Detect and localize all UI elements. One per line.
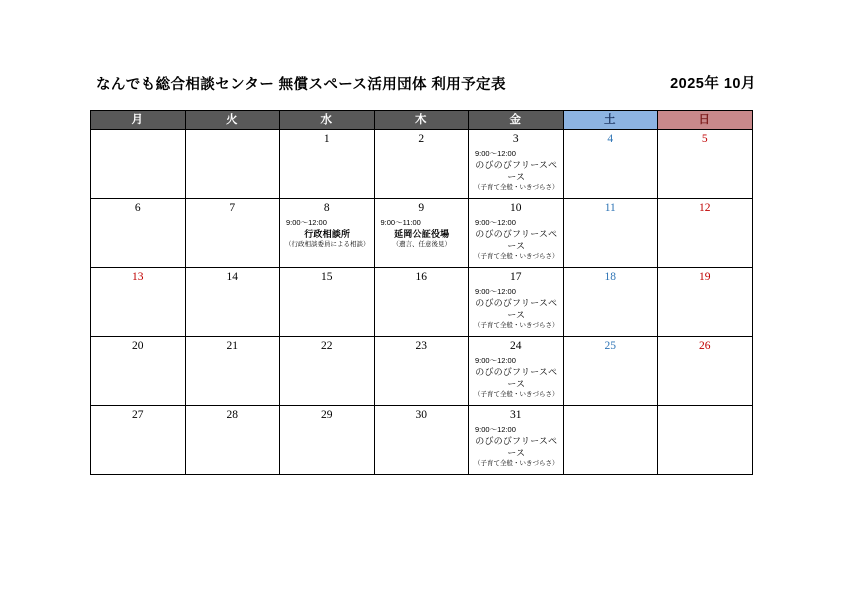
calendar-week-row xyxy=(91,199,753,268)
calendar-day-cell xyxy=(469,268,564,337)
event-note: （子育て全般・いきづらさ） xyxy=(474,253,559,260)
day-number: 7 xyxy=(229,202,236,214)
day-number: 22 xyxy=(321,340,333,352)
day-number: 12 xyxy=(699,202,711,214)
day-number: 11 xyxy=(604,202,616,214)
calendar-week-row xyxy=(91,268,753,337)
calendar-day-cell xyxy=(91,406,186,475)
calendar-day-cell xyxy=(658,337,753,406)
schedule-calendar xyxy=(90,110,753,475)
calendar-day-cell xyxy=(563,268,658,337)
calendar-day-cell xyxy=(280,406,375,475)
event-time: 9:00～12:00 xyxy=(475,218,516,227)
day-number: 10 xyxy=(510,202,522,214)
day-number: 16 xyxy=(415,271,427,283)
day-number: 2 xyxy=(418,133,425,145)
page-title: なんでも総合相談センター 無償スペース活用団体 利用予定表 xyxy=(96,77,506,93)
document-header xyxy=(96,72,756,94)
calendar-day-cell xyxy=(374,130,469,199)
calendar-day-cell xyxy=(374,337,469,406)
calendar-week-row xyxy=(91,406,753,475)
calendar-day-cell xyxy=(563,199,658,268)
day-number: 4 xyxy=(607,133,614,145)
calendar-event xyxy=(280,215,374,250)
day-number: 21 xyxy=(226,340,238,352)
calendar-empty-cell xyxy=(658,406,753,475)
calendar-day-cell xyxy=(185,199,280,268)
day-number: 13 xyxy=(132,271,144,283)
calendar-day-cell xyxy=(469,406,564,475)
calendar-event xyxy=(469,284,563,331)
calendar-event xyxy=(375,215,469,250)
weekday-header-4: 金 xyxy=(469,111,564,130)
day-number: 24 xyxy=(510,340,522,352)
event-name: のびのびフリースペース xyxy=(475,160,558,182)
day-number: 28 xyxy=(226,409,238,421)
day-number: 27 xyxy=(132,409,144,421)
calendar-day-cell xyxy=(658,268,753,337)
event-note: （子育て全般・いきづらさ） xyxy=(474,322,559,329)
day-number: 30 xyxy=(415,409,427,421)
calendar-event xyxy=(469,146,563,193)
day-number: 6 xyxy=(134,202,141,214)
calendar-day-cell xyxy=(185,268,280,337)
calendar-empty-cell xyxy=(91,130,186,199)
weekday-header-1: 火 xyxy=(185,111,280,130)
calendar-day-cell xyxy=(91,337,186,406)
weekday-header-0: 月 xyxy=(91,111,186,130)
calendar-event xyxy=(469,353,563,400)
day-number: 20 xyxy=(132,340,144,352)
event-time: 9:00～12:00 xyxy=(475,287,516,296)
day-number: 15 xyxy=(321,271,333,283)
event-note: （子育て全般・いきづらさ） xyxy=(474,184,559,191)
event-name: のびのびフリースペース xyxy=(475,436,558,458)
weekday-header-6: 日 xyxy=(658,111,753,130)
day-number: 31 xyxy=(510,409,522,421)
day-number: 23 xyxy=(415,340,427,352)
calendar-day-cell xyxy=(374,406,469,475)
event-name: 延岡公証役場 xyxy=(394,229,450,239)
event-note: （行政相談委員による相談） xyxy=(285,241,370,248)
event-note: （遺言、任意後見） xyxy=(392,241,451,248)
event-time: 9:00～12:00 xyxy=(475,149,516,158)
event-time: 9:00～12:00 xyxy=(475,356,516,365)
calendar-week-row xyxy=(91,337,753,406)
calendar-event xyxy=(469,215,563,262)
calendar-event xyxy=(469,422,563,469)
event-time: 9:00～12:00 xyxy=(475,425,516,434)
day-number: 8 xyxy=(323,202,330,214)
event-note: （子育て全般・いきづらさ） xyxy=(474,460,559,467)
day-number: 5 xyxy=(701,133,708,145)
calendar-day-cell xyxy=(374,268,469,337)
calendar-day-cell xyxy=(469,199,564,268)
day-number: 25 xyxy=(604,340,616,352)
event-name: のびのびフリースペース xyxy=(475,298,558,320)
event-note: （子育て全般・いきづらさ） xyxy=(474,391,559,398)
weekday-header-2: 水 xyxy=(280,111,375,130)
day-number: 3 xyxy=(512,133,519,145)
day-number: 1 xyxy=(323,133,330,145)
weekday-header-5: 土 xyxy=(563,111,658,130)
day-number: 29 xyxy=(321,409,333,421)
calendar-week-row xyxy=(91,130,753,199)
calendar-day-cell xyxy=(91,199,186,268)
day-number: 14 xyxy=(226,271,238,283)
event-name: 行政相談所 xyxy=(304,229,351,239)
calendar-empty-cell xyxy=(185,130,280,199)
calendar-day-cell xyxy=(469,337,564,406)
calendar-period: 2025年 10月 xyxy=(670,76,756,92)
event-name: のびのびフリースペース xyxy=(475,229,558,251)
calendar-empty-cell xyxy=(563,406,658,475)
event-name: のびのびフリースペース xyxy=(475,367,558,389)
calendar-day-cell xyxy=(374,199,469,268)
calendar-day-cell xyxy=(280,268,375,337)
calendar-day-cell xyxy=(658,130,753,199)
calendar-day-cell xyxy=(280,199,375,268)
calendar-day-cell xyxy=(91,268,186,337)
event-time: 9:00～11:00 xyxy=(380,218,421,227)
weekday-header-row xyxy=(91,111,753,130)
calendar-day-cell xyxy=(469,130,564,199)
calendar-day-cell xyxy=(280,130,375,199)
calendar-day-cell xyxy=(185,337,280,406)
calendar-day-cell xyxy=(185,406,280,475)
day-number: 17 xyxy=(510,271,522,283)
calendar-day-cell xyxy=(280,337,375,406)
calendar-day-cell xyxy=(563,337,658,406)
weekday-header-3: 木 xyxy=(374,111,469,130)
day-number: 26 xyxy=(699,340,711,352)
day-number: 18 xyxy=(604,271,616,283)
calendar-day-cell xyxy=(563,130,658,199)
calendar-day-cell xyxy=(658,199,753,268)
event-time: 9:00～12:00 xyxy=(286,218,327,227)
day-number: 9 xyxy=(418,202,425,214)
day-number: 19 xyxy=(699,271,711,283)
